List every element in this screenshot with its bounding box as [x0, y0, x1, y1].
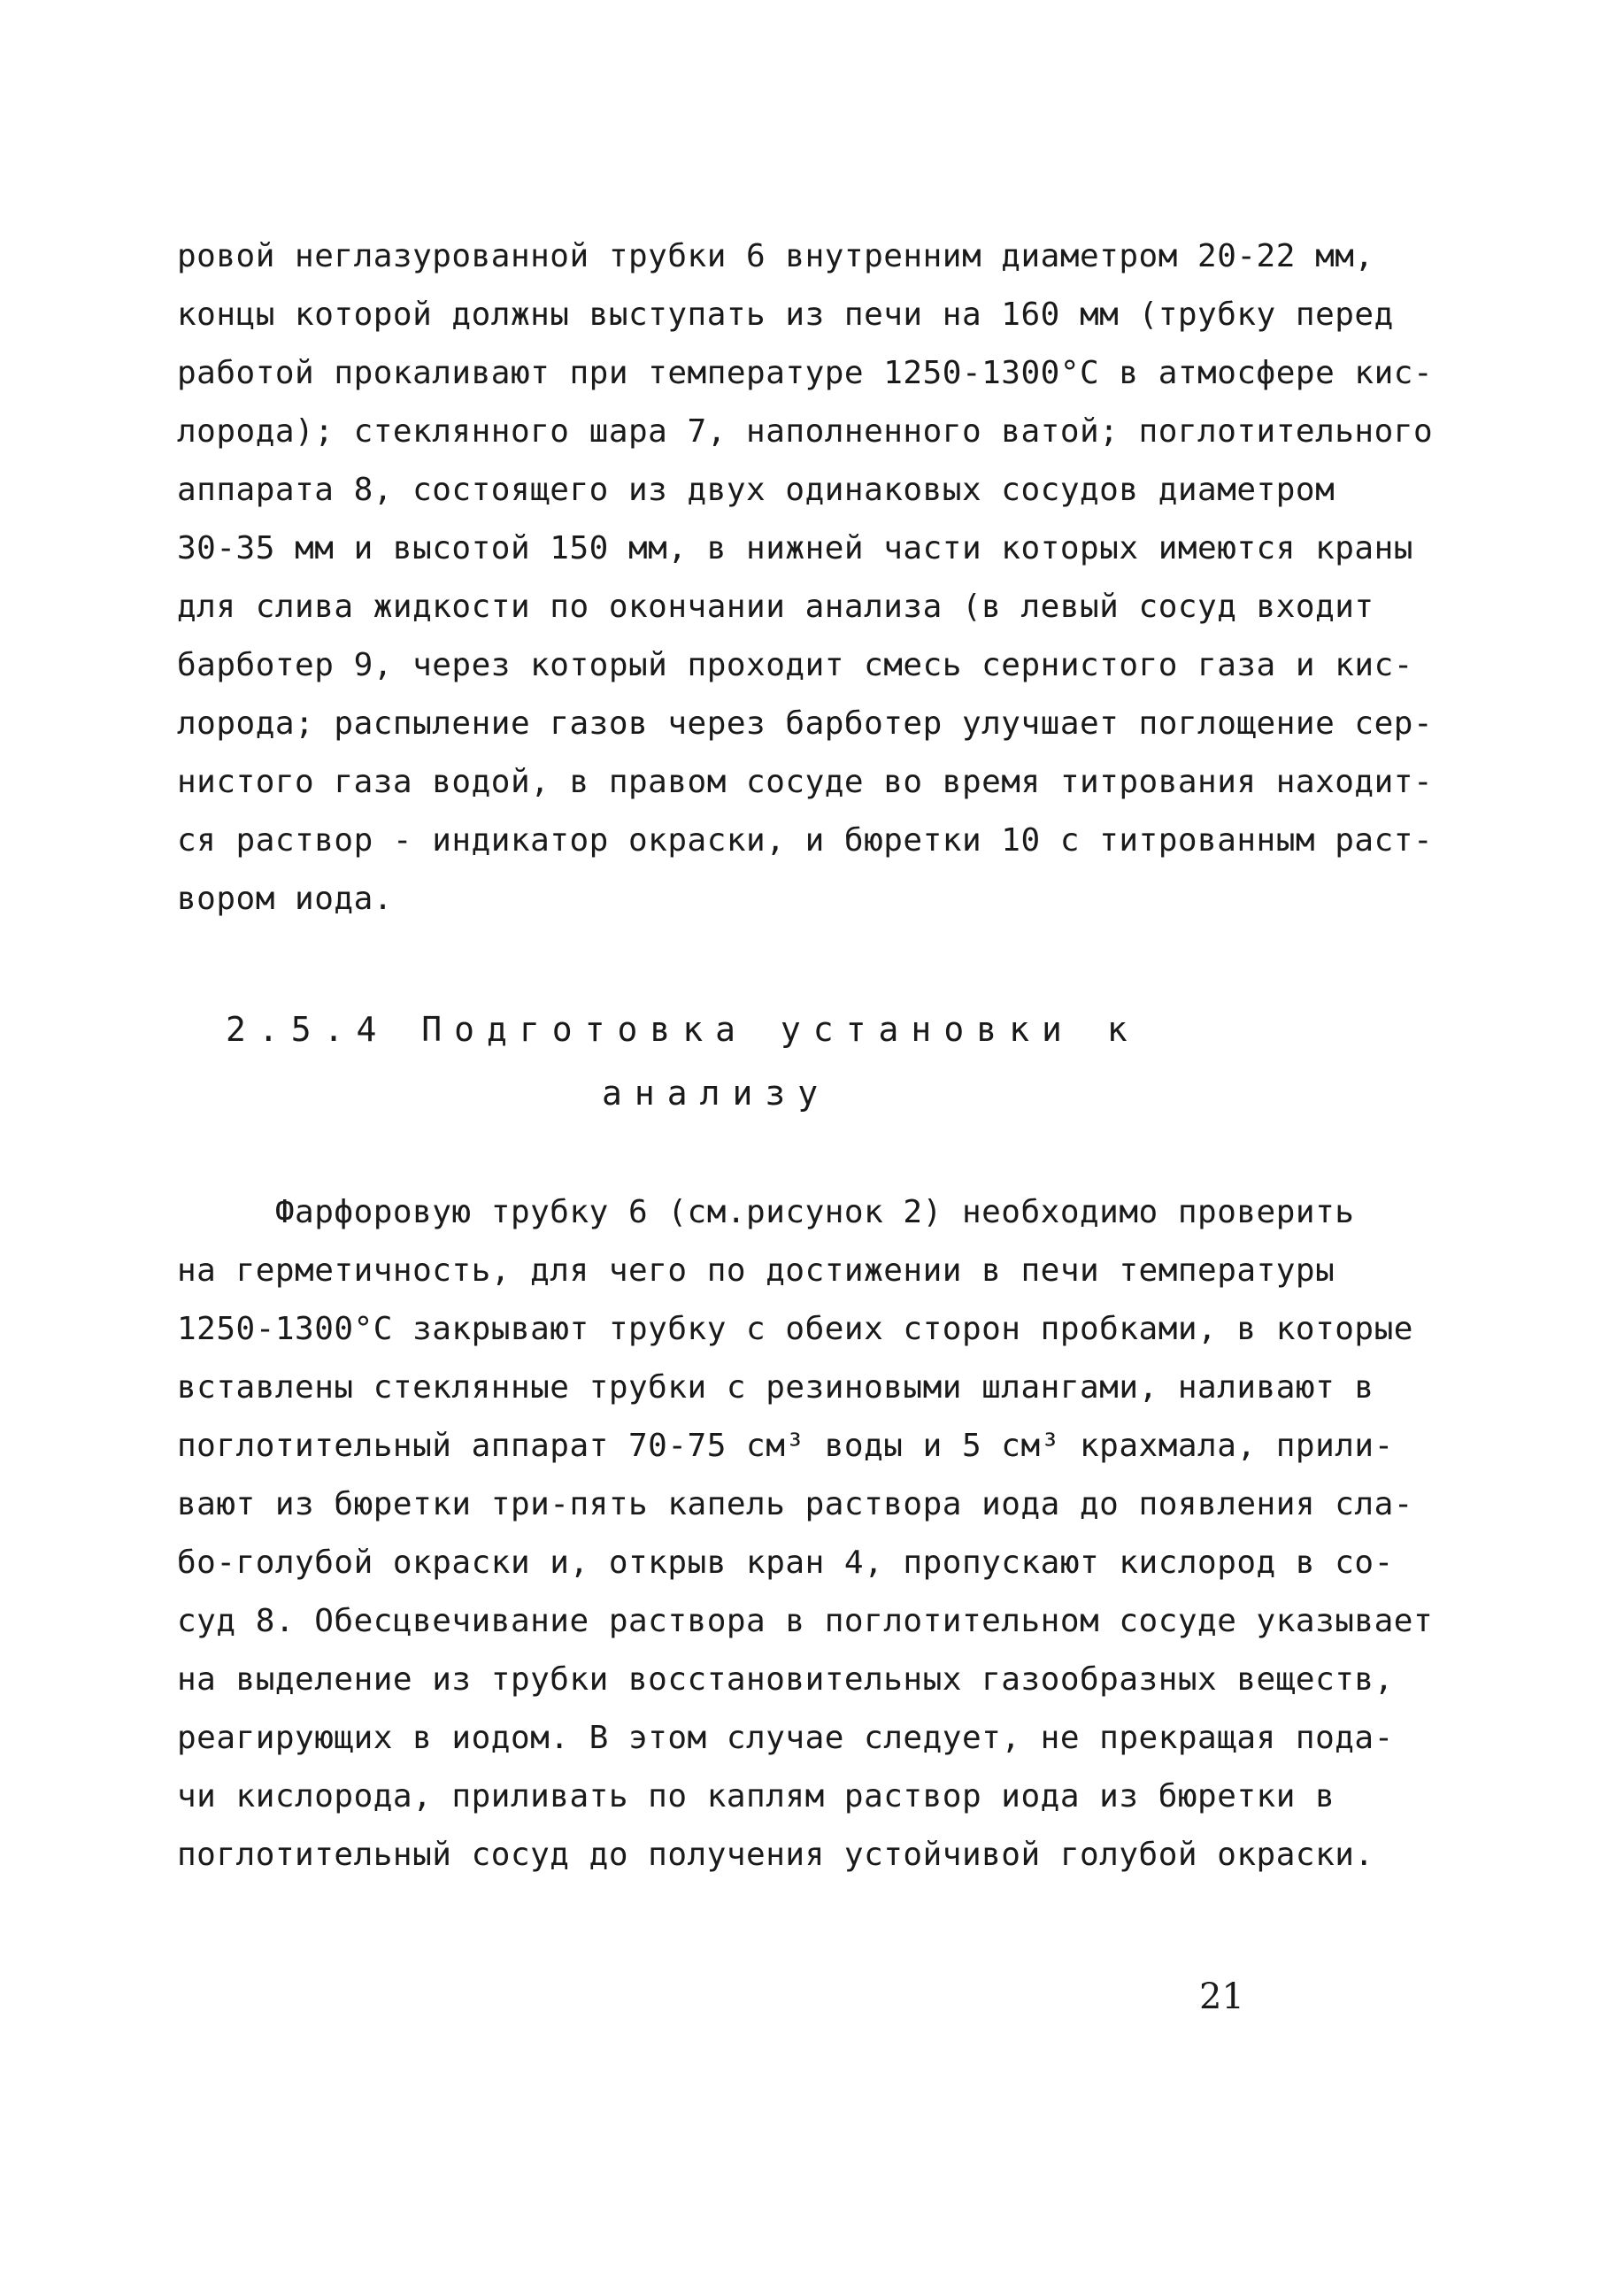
text-line: суд 8. Обесцвечивание раствора в поглотительном сосуде указывает — [177, 1603, 1434, 1639]
text-line: вставлены стеклянные трубки с резиновыми шлангами, наливают в — [177, 1369, 1374, 1406]
text-line: 1250-1300°С закрывают трубку с обеих сторон пробками, в которые — [177, 1311, 1413, 1347]
text-line: на выделение из трубки восстановительных газообразных веществ, — [177, 1661, 1394, 1698]
text-line: на герметичность, для чего по достижении в печи температуры — [177, 1252, 1335, 1289]
text-line: аппарата 8, состоящего из двух одинаковых сосудов диаметром — [177, 472, 1335, 508]
text-line: вают из бюретки три-пять капель раствора иода до появления сла- — [177, 1486, 1413, 1522]
text-line: поглотительный аппарат 70-75 см³ воды и 5 см³ крахмала, прили- — [177, 1428, 1394, 1464]
text-line: для слива жидкости по окончании анализа (в левый сосуд входит — [177, 589, 1374, 625]
text-line: барботер 9, через который проходит смесь сернистого газа и кис- — [177, 647, 1413, 683]
text-line: лорода); стеклянного шара 7, наполненного ватой; поглотительного — [177, 413, 1434, 450]
text-line: поглотительный сосуд до получения устойчивой голубой окраски. — [177, 1837, 1374, 1873]
text-line: вором иода. — [177, 881, 393, 917]
text-line: концы которой должны выступать из печи на 160 мм (трубку перед — [177, 297, 1394, 333]
text-line: чи кислорода, приливать по каплям раствор иода из бюретки в — [177, 1778, 1335, 1814]
heading-line-1: 2.5.4 Подготовка установки к — [226, 1010, 1140, 1049]
text-line: работой прокаливают при температуре 1250-1300°С в атмосфере кис- — [177, 355, 1434, 391]
heading-line-2: анализу — [602, 1074, 831, 1113]
text-line: ся раствор - индикатор окраски, и бюретки 10 с титрованным раст- — [177, 822, 1434, 859]
text-line: ровой неглазурованной трубки 6 внутренним диаметром 20-22 мм, — [177, 238, 1374, 274]
page-number: 21 — [1199, 1976, 1244, 2017]
text-line: реагирующих в иодом. В этом случае следует, не прекращая пода- — [177, 1720, 1394, 1756]
text-line: бо-голубой окраски и, открыв кран 4, пропускают кислород в со- — [177, 1545, 1394, 1581]
text-line: 30-35 мм и высотой 150 мм, в нижней части которых имеются краны — [177, 530, 1413, 566]
text-line: нистого газа водой, в правом сосуде во время титрования находит- — [177, 764, 1434, 800]
text-line: лорода; распыление газов через барботер улучшает поглощение сер- — [177, 705, 1434, 742]
text-line: Фарфоровую трубку 6 (см.рисунок 2) необходимо проверить — [177, 1194, 1355, 1230]
